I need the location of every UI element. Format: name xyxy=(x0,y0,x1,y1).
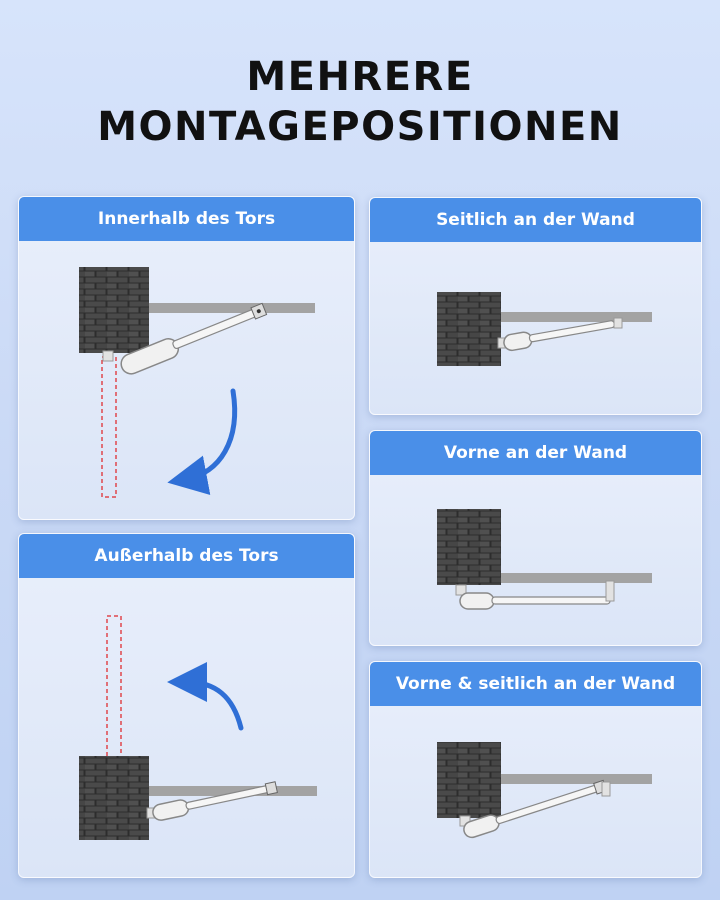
illustration-vorne xyxy=(370,475,702,646)
card-innerhalb xyxy=(18,196,355,520)
swing-arrow xyxy=(187,391,235,479)
card-vorne-seitlich xyxy=(369,661,702,878)
motor-housing xyxy=(460,593,494,609)
illustration-innerhalb xyxy=(19,241,355,520)
gate-bracket xyxy=(606,581,614,601)
brick-pillar xyxy=(437,292,501,366)
brick-pillar xyxy=(437,742,501,818)
gate-bar xyxy=(147,303,315,313)
illustration-vorne-seitlich xyxy=(370,706,702,878)
swing-arrow xyxy=(187,682,241,728)
card-header-innerhalb: Innerhalb des Tors xyxy=(19,197,354,241)
gate-bracket xyxy=(602,782,610,796)
card-ausserhalb xyxy=(18,533,355,878)
gate-bracket xyxy=(614,318,622,328)
brick-pillar xyxy=(79,267,149,353)
brick-pillar xyxy=(79,756,149,840)
gate-bar xyxy=(500,774,652,784)
gate-open-outline xyxy=(102,357,116,497)
card-header-vorne-seitlich: Vorne & seitlich an der Wand xyxy=(370,662,701,706)
title-line-2: MONTAGEPOSITIONEN xyxy=(97,104,623,150)
title-line-1: MEHRERE xyxy=(246,54,474,100)
card-header-seitlich: Seitlich an der Wand xyxy=(370,198,701,242)
illustration-seitlich xyxy=(370,242,702,415)
card-header-ausserhalb: Außerhalb des Tors xyxy=(19,534,354,578)
gate-bar xyxy=(500,573,652,583)
page-title xyxy=(0,52,720,152)
gate-bar xyxy=(500,312,652,322)
brick-pillar xyxy=(437,509,501,585)
card-seitlich xyxy=(369,197,702,415)
card-vorne xyxy=(369,430,702,646)
card-header-vorne: Vorne an der Wand xyxy=(370,431,701,475)
illustration-ausserhalb xyxy=(19,578,355,878)
wall-bracket xyxy=(103,351,113,361)
motor-rod xyxy=(492,597,610,604)
